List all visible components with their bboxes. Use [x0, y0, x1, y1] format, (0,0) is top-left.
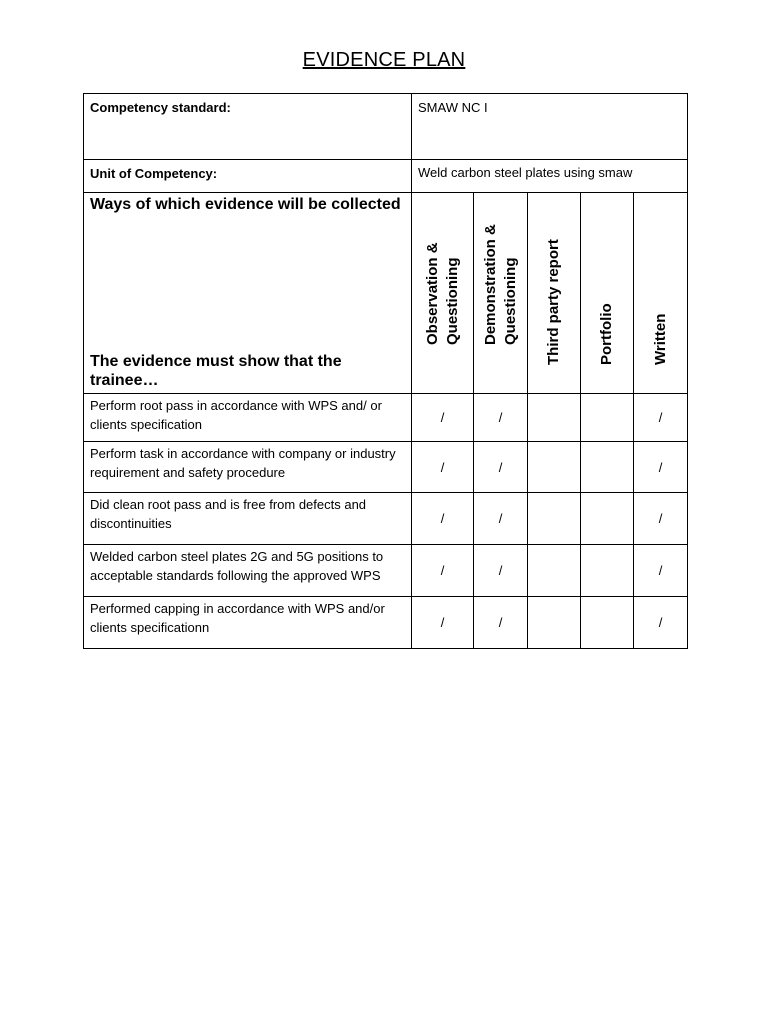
method-header-written: [634, 193, 688, 394]
mark-cell: [581, 493, 634, 545]
unit-of-competency-label: Unit of Competency:: [84, 160, 412, 193]
mark-cell: [581, 442, 634, 493]
mark-cell: /: [474, 493, 528, 545]
mark-cell: /: [412, 493, 474, 545]
document-title: EVIDENCE PLAN: [302, 49, 466, 71]
evidence-label: The evidence must show that the trainee…: [90, 353, 342, 389]
mark-cell: /: [412, 597, 474, 649]
mark-cell: /: [474, 442, 528, 493]
mark-cell: /: [474, 394, 528, 442]
mark-cell: /: [634, 545, 688, 597]
method-label: Third party report: [545, 239, 562, 365]
mark-cell: /: [634, 493, 688, 545]
mark-cell: /: [474, 597, 528, 649]
ways-header-cell: [84, 193, 412, 394]
competency-standard-value: SMAW NC I: [412, 94, 688, 160]
competency-standard-row: [84, 94, 688, 160]
table-row: [84, 493, 688, 545]
method-label-line2: Questioning: [443, 257, 461, 345]
criterion-cell: Perform task in accordance with company or industry requirement and safety procedure: [84, 442, 412, 493]
mark-cell: [581, 394, 634, 442]
mark-cell: [528, 597, 581, 649]
method-header-portfolio: [581, 193, 634, 394]
mark-cell: /: [474, 545, 528, 597]
method-header-third-party: [528, 193, 581, 394]
evidence-plan-table: [83, 93, 688, 649]
mark-cell: /: [412, 394, 474, 442]
mark-cell: /: [412, 545, 474, 597]
method-label: Observation &: [423, 242, 441, 345]
table-row: [84, 597, 688, 649]
method-header-demonstration: [474, 193, 528, 394]
method-label: Demonstration &: [481, 224, 499, 345]
criterion-cell: Did clean root pass and is free from defects and discontinuities: [84, 493, 412, 545]
criterion-cell: Performed capping in accordance with WPS and/or clients specificationn: [84, 597, 412, 649]
criterion-cell: Perform root pass in accordance with WPS and/ or clients specification: [84, 394, 412, 442]
mark-cell: [528, 394, 581, 442]
table-row: [84, 394, 688, 442]
table-row: [84, 442, 688, 493]
mark-cell: [581, 597, 634, 649]
mark-cell: /: [634, 597, 688, 649]
method-label: Written: [651, 313, 669, 365]
mark-cell: [581, 545, 634, 597]
mark-cell: [528, 545, 581, 597]
mark-cell: /: [412, 442, 474, 493]
method-label-line2: Questioning: [501, 257, 519, 345]
ways-label: Ways of which evidence will be collected: [90, 196, 401, 213]
method-label: Portfolio: [598, 303, 615, 365]
unit-of-competency-value: Weld carbon steel plates using smaw: [412, 160, 688, 193]
mark-cell: [528, 442, 581, 493]
table-row: [84, 545, 688, 597]
competency-standard-label: Competency standard:: [84, 94, 412, 160]
mark-cell: /: [634, 394, 688, 442]
unit-of-competency-row: [84, 160, 688, 193]
criterion-cell: Welded carbon steel plates 2G and 5G positions to acceptable standards following the approved WPS: [84, 545, 412, 597]
mark-cell: [528, 493, 581, 545]
method-header-observation: [412, 193, 474, 394]
mark-cell: /: [634, 442, 688, 493]
methods-header-row: [84, 193, 688, 394]
